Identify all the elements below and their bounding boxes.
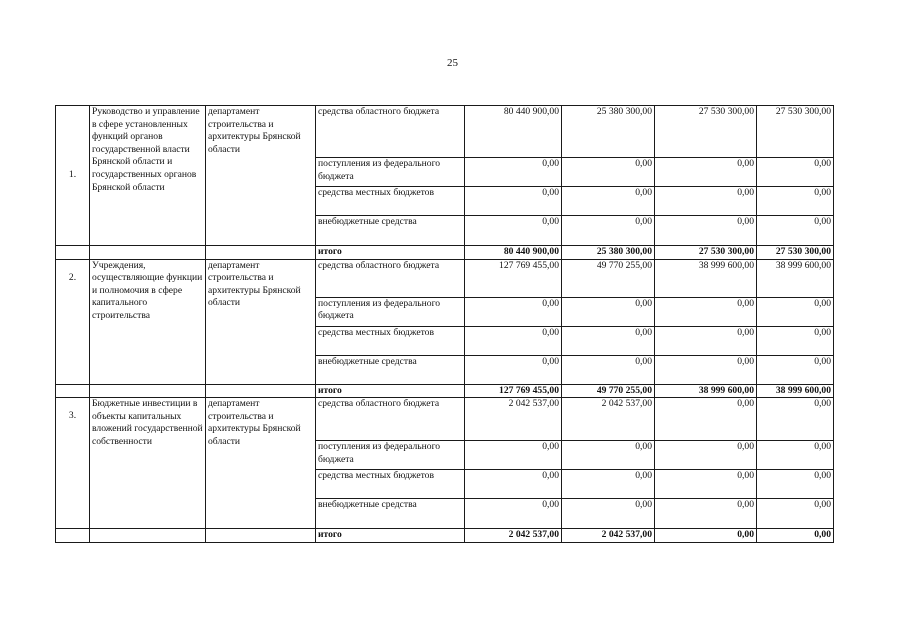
amount-cell: 0,00	[465, 499, 562, 529]
amount-cell: 0,00	[562, 470, 655, 499]
amount-cell: 0,00	[655, 355, 757, 384]
amount-cell: 27 530 300,00	[757, 106, 834, 158]
budget-table-body	[56, 106, 834, 543]
funding-source-cell: средства местных бюджетов	[316, 326, 465, 355]
row-number-cell	[56, 246, 90, 260]
executor-cell	[206, 246, 316, 260]
amount-cell: 0,00	[655, 398, 757, 441]
activity-name-cell: Бюджетные инвестиции в объекты капитальных вложений государственной собственности	[90, 398, 206, 529]
funding-source-cell: средства местных бюджетов	[316, 187, 465, 216]
table-row	[56, 398, 834, 441]
amount-cell: 0,00	[757, 441, 834, 470]
total-amount-cell: 27 530 300,00	[655, 246, 757, 260]
total-amount-cell: 0,00	[655, 529, 757, 543]
amount-cell: 127 769 455,00	[465, 259, 562, 297]
total-amount-cell: 27 530 300,00	[757, 246, 834, 260]
amount-cell: 0,00	[655, 499, 757, 529]
funding-source-cell: средства областного бюджета	[316, 106, 465, 158]
amount-cell: 0,00	[655, 326, 757, 355]
total-amount-cell: 38 999 600,00	[655, 384, 757, 398]
total-row	[56, 246, 834, 260]
total-amount-cell: 80 440 900,00	[465, 246, 562, 260]
executor-cell: департамент строительства и архитектуры Брянской области	[206, 259, 316, 384]
amount-cell: 38 999 600,00	[655, 259, 757, 297]
total-row	[56, 384, 834, 398]
total-amount-cell: 0,00	[757, 529, 834, 543]
amount-cell: 0,00	[465, 216, 562, 246]
amount-cell: 0,00	[757, 326, 834, 355]
activity-name-cell	[90, 246, 206, 260]
executor-cell	[206, 384, 316, 398]
amount-cell: 0,00	[562, 216, 655, 246]
amount-cell: 0,00	[655, 297, 757, 326]
total-amount-cell: 38 999 600,00	[757, 384, 834, 398]
amount-cell: 0,00	[757, 158, 834, 187]
amount-cell: 0,00	[562, 499, 655, 529]
total-label-cell: итого	[316, 246, 465, 260]
row-number-cell: 1.	[56, 106, 90, 246]
total-amount-cell: 49 770 255,00	[562, 384, 655, 398]
row-number-cell	[56, 529, 90, 543]
amount-cell: 0,00	[465, 441, 562, 470]
amount-cell: 0,00	[465, 355, 562, 384]
amount-cell: 0,00	[465, 326, 562, 355]
funding-source-cell: средства областного бюджета	[316, 398, 465, 441]
total-row	[56, 529, 834, 543]
total-amount-cell: 2 042 537,00	[465, 529, 562, 543]
funding-source-cell: средства областного бюджета	[316, 259, 465, 297]
table-row	[56, 259, 834, 297]
amount-cell: 0,00	[757, 470, 834, 499]
amount-cell: 2 042 537,00	[562, 398, 655, 441]
amount-cell: 0,00	[465, 297, 562, 326]
amount-cell: 0,00	[562, 355, 655, 384]
amount-cell: 0,00	[757, 499, 834, 529]
table-row	[56, 106, 834, 158]
executor-cell: департамент строительства и архитектуры Брянской области	[206, 398, 316, 529]
amount-cell: 27 530 300,00	[655, 106, 757, 158]
amount-cell: 0,00	[655, 216, 757, 246]
funding-source-cell: внебюджетные средства	[316, 216, 465, 246]
funding-source-cell: средства местных бюджетов	[316, 470, 465, 499]
activity-name-cell: Учреждения, осуществляющие функции и полномочия в сфере капитального строительства	[90, 259, 206, 384]
amount-cell: 0,00	[757, 355, 834, 384]
amount-cell: 25 380 300,00	[562, 106, 655, 158]
amount-cell: 0,00	[465, 158, 562, 187]
activity-name-cell	[90, 529, 206, 543]
amount-cell: 0,00	[655, 187, 757, 216]
amount-cell: 0,00	[562, 441, 655, 470]
activity-name-cell: Руководство и управление в сфере установленных функций органов государственной власти Брянской области и государственных органов Брянской области	[90, 106, 206, 246]
row-number-cell: 2.	[56, 259, 90, 384]
total-amount-cell: 127 769 455,00	[465, 384, 562, 398]
amount-cell: 0,00	[757, 297, 834, 326]
amount-cell: 0,00	[757, 216, 834, 246]
amount-cell: 0,00	[465, 470, 562, 499]
funding-source-cell: поступления из федерального бюджета	[316, 297, 465, 326]
amount-cell: 0,00	[562, 326, 655, 355]
funding-source-cell: внебюджетные средства	[316, 355, 465, 384]
amount-cell: 49 770 255,00	[562, 259, 655, 297]
executor-cell	[206, 529, 316, 543]
amount-cell: 2 042 537,00	[465, 398, 562, 441]
amount-cell: 0,00	[655, 158, 757, 187]
amount-cell: 0,00	[465, 187, 562, 216]
amount-cell: 0,00	[757, 398, 834, 441]
amount-cell: 0,00	[562, 297, 655, 326]
row-number-cell: 3.	[56, 398, 90, 529]
total-label-cell: итого	[316, 384, 465, 398]
funding-source-cell: поступления из федерального бюджета	[316, 158, 465, 187]
total-amount-cell: 2 042 537,00	[562, 529, 655, 543]
amount-cell: 0,00	[757, 187, 834, 216]
page-number: 25	[447, 57, 458, 69]
total-amount-cell: 25 380 300,00	[562, 246, 655, 260]
activity-name-cell	[90, 384, 206, 398]
amount-cell: 38 999 600,00	[757, 259, 834, 297]
amount-cell: 0,00	[562, 187, 655, 216]
amount-cell: 0,00	[562, 158, 655, 187]
funding-source-cell: внебюджетные средства	[316, 499, 465, 529]
budget-table	[55, 105, 834, 543]
executor-cell: департамент строительства и архитектуры Брянской области	[206, 106, 316, 246]
amount-cell: 0,00	[655, 441, 757, 470]
funding-source-cell: поступления из федерального бюджета	[316, 441, 465, 470]
amount-cell: 80 440 900,00	[465, 106, 562, 158]
total-label-cell: итого	[316, 529, 465, 543]
amount-cell: 0,00	[655, 470, 757, 499]
row-number-cell	[56, 384, 90, 398]
